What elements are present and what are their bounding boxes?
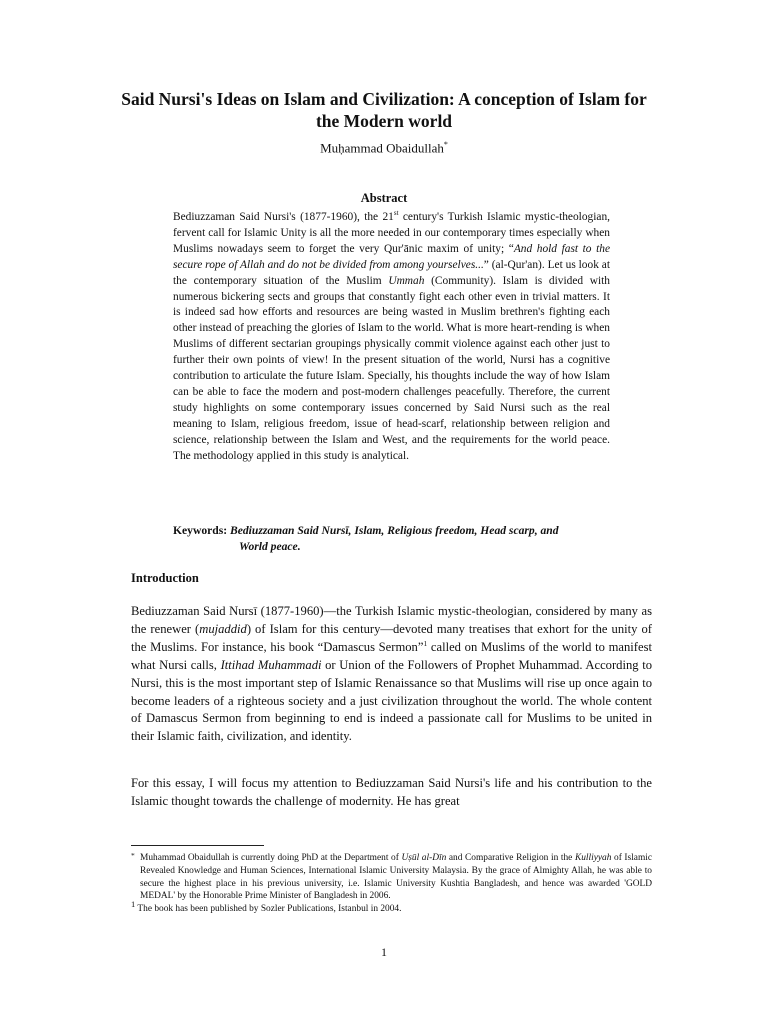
fn1-usul-term: Uṣūl al-Dīn: [401, 853, 447, 863]
abstract-text-2: century's Turkish Islamic mystic-theologian, fervent call for Islamic Unity is all the more needed in our contemporary times especially when Muslims nowadays seem to forget the very Qur'ānic maxim of unity; “: [173, 211, 610, 255]
fn1-e: of Islamic Revealed Knowledge and Human Sciences, International Islamic University Malaysia. By the grace of Almighty Allah, he was able to secure the highest place in his previous university, i.e. Islamic University Kushtia Bangladesh, and hence was awarded 'GOLD MEDAL' by the Honorable Prime Minister of Bangladesh in 2006.: [140, 853, 653, 902]
author-name: Muḥammad Obaidullah: [320, 140, 444, 156]
intro-ittihad-term: Ittihad Muhammadi: [220, 657, 322, 672]
keywords-block: [173, 523, 613, 555]
fn1-kulliyyah-term: Kulliyyah: [574, 853, 612, 863]
intro-p1-a: Bediuzzaman Said Nursī (1877-1960)—the Turkish Islamic mystic-theologian, considered by many as the renewer (: [131, 604, 652, 636]
footnote-author-mark: *: [131, 851, 135, 860]
footnote-ref-1: 1: [423, 638, 428, 648]
fn1-a: Muhammad Obaidullah is currently doing PhD at the Department of: [140, 853, 402, 863]
footnote-author: [131, 852, 652, 903]
abstract-text-6: (Community). Islam is divided with numerous bickering sects and groups that constantly fight each other even in trivial matters. It is indeed sad how efforts and resources are being wasted in Muslim brethren's fighting each other instead of preaching the glories of Islam to the world. What is more heart-rending is when Muslims of different sectarian groupings physically commit violence against each other just to further their own points of view! In the present situation of the world, Nursi has a cognitive contribution to articulate the future Islam. Specially, his thoughts include the way of how Islam can be able to face the modern and post-modern challenges peacefully. Therefore, the current study highlights on some contemporary issues concerned by Said Nursi such as the real meaning to Islam, religious freedom, issue of head-scarf, relationship between religion and science, relationship between the Islam and West, and the requirements for the world peace. The methodology applied in this study is analytical.: [173, 274, 611, 462]
introduction-paragraph-1: [131, 603, 652, 746]
abstract-ummah-term: Ummah: [388, 274, 425, 287]
footnote-separator: [131, 845, 264, 846]
abstract-text-4: ” (al-Qur'an). Let us look at the contemporary situation of the Muslim: [173, 258, 610, 287]
keywords-line-2: World peace.: [239, 540, 301, 553]
abstract-heading: Abstract: [360, 191, 408, 205]
footnotes: [131, 852, 652, 916]
intro-mujaddid-term: mujaddid: [199, 621, 247, 636]
paper-title: Said Nursi's Ideas on Islam and Civilization: A conception of Islam for the Modern world: [121, 89, 647, 131]
footnote-1: [131, 899, 652, 916]
keywords-label: Keywords:: [173, 524, 228, 537]
abstract-text-1: Bediuzzaman Said Nursi's (1877-1960), the 21: [173, 211, 394, 223]
introduction-paragraph-2: For this essay, I will focus my attention to Bediuzzaman Said Nursi's life and his contribution to the Islamic thought towards the challenge of modernity. He has great: [131, 776, 652, 808]
author-line: [0, 140, 768, 156]
fn1-c: and Comparative Religion in the: [446, 853, 575, 863]
abstract-quran-quote: And hold fast to the secure rope of Allah and do not be divided from among yourselves...: [173, 242, 610, 271]
page-number: 1: [381, 945, 387, 959]
intro-p1-d: called on Muslims of the world to manifest what Nursi calls,: [131, 639, 652, 672]
intro-p1-c: ) of Islam for this century—devoted many treatises that exhort for the unity of the Muslims. For instance, his book “Damascus Sermon”: [131, 621, 652, 654]
introduction-heading: Introduction: [131, 571, 199, 585]
footnote-1-mark: 1: [131, 899, 136, 910]
abstract-ordinal-sup: st: [393, 209, 399, 218]
keywords-line-1: Bediuzzaman Said Nursī, Islam, Religious freedom, Head scarp, and: [227, 524, 559, 537]
intro-p1-f: or Union of the Followers of Prophet Muhammad. According to Nursi, this is the most important step of Islamic Renaissance so that Muslims will rise up once again to become leaders of a righteous society and a just civilization throughout the world. The whole content of Damascus Sermon from beginning to end is indeed a passionate call for Muslims to be united in their Islamic faith, civilization, and identity.: [131, 657, 652, 744]
author-footnote-mark: *: [443, 140, 448, 149]
footnote-1-text: The book has been published by Sozler Publications, Istanbul in 2004.: [135, 904, 402, 915]
abstract-body: [173, 210, 610, 465]
